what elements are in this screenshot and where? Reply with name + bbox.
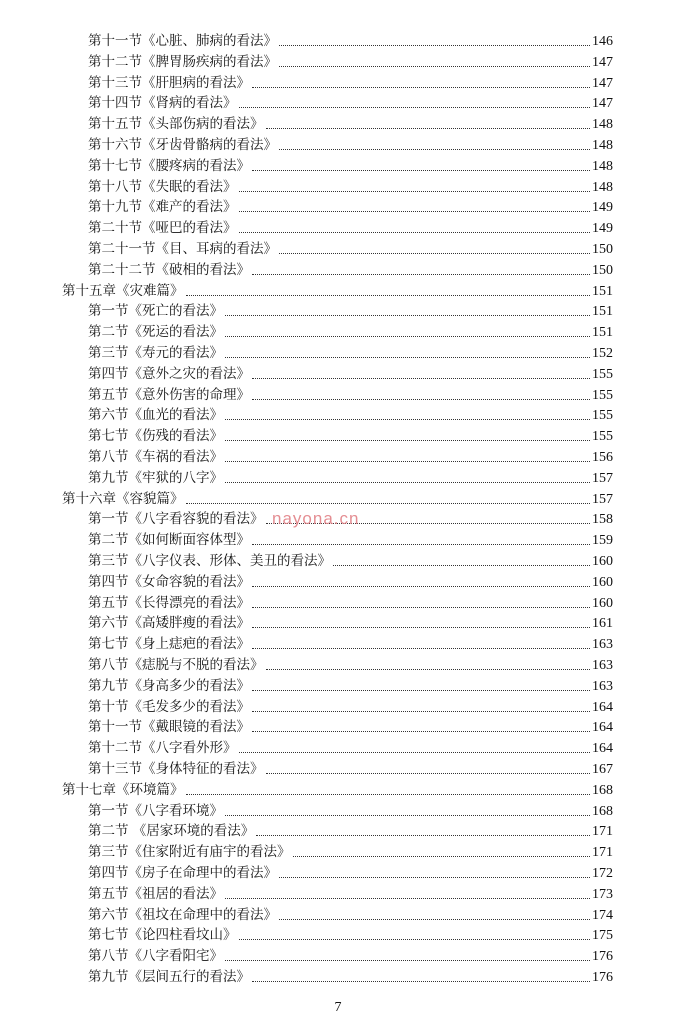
toc-entry-page: 147 [592, 54, 613, 70]
toc-dot-leader [239, 938, 591, 940]
toc-section-entry [88, 52, 613, 73]
toc-entry-title: 第二十一节《目、耳病的看法》 [88, 241, 277, 257]
toc-section-entry [88, 260, 613, 281]
toc-entry-title: 第二十节《哑巴的看法》 [88, 220, 237, 237]
toc-entry-page: 155 [592, 387, 613, 403]
toc-section-entry [88, 447, 613, 468]
toc-section-entry [88, 239, 613, 260]
toc-dot-leader [279, 65, 590, 67]
toc-entry-title: 第十八节《失眠的看法》 [88, 178, 237, 195]
toc-dot-leader [252, 606, 590, 608]
toc-entry-page: 148 [592, 158, 613, 174]
toc-entry-page: 164 [592, 720, 613, 736]
toc-dot-leader [266, 127, 591, 129]
toc-entry-page: 175 [592, 928, 613, 944]
toc-entry-title: 第六节《高矮胖瘦的看法》 [88, 615, 250, 632]
toc-dot-leader [252, 647, 590, 649]
toc-dot-leader [225, 897, 590, 899]
toc-entry-page: 151 [592, 304, 613, 320]
toc-dot-leader [252, 169, 590, 171]
toc-entry-page: 168 [592, 782, 613, 798]
toc-entry-title: 第十六节《牙齿骨骼病的看法》 [88, 137, 277, 153]
toc-dot-leader [252, 689, 590, 691]
toc-dot-leader [225, 460, 590, 462]
toc-section-entry [88, 114, 613, 135]
toc-entry-title: 第六节《血光的看法》 [88, 407, 223, 424]
toc-section-entry [88, 884, 613, 905]
toc-entry-title: 第九节《牢狱的八字》 [88, 469, 223, 486]
toc-section-entry [88, 676, 613, 697]
toc-entry-title: 第六节《祖坟在命理中的看法》 [88, 906, 277, 923]
toc-dot-leader [225, 439, 590, 441]
toc-dot-leader [239, 751, 591, 753]
toc-dot-leader [279, 876, 590, 878]
toc-entry-title: 第二节《死运的看法》 [88, 324, 223, 341]
toc-entry-title: 第十六章《容貌篇》 [62, 490, 184, 507]
toc-section-entry [88, 135, 613, 156]
page-number: 7 [334, 1000, 342, 1015]
toc-entry-title: 第十五节《头部伤病的看法》 [88, 116, 264, 133]
toc-section-entry [88, 468, 613, 489]
toc-dot-leader [225, 481, 590, 483]
toc-dot-leader [252, 398, 590, 400]
toc-dot-leader [252, 273, 590, 275]
toc-dot-leader [252, 980, 590, 982]
toc-entry-title: 第三节《住家附近有庙宇的看法》 [88, 844, 291, 861]
toc-section-entry [88, 322, 613, 343]
toc-entry-page: 171 [592, 824, 613, 840]
toc-section-entry [88, 530, 613, 551]
toc-entry-title: 第一节《死亡的看法》 [88, 303, 223, 320]
toc-entry-page: 171 [592, 845, 613, 861]
toc-entry-page: 163 [592, 678, 613, 694]
toc-section-entry [88, 946, 613, 967]
toc-dot-leader [266, 668, 591, 670]
toc-entry-page: 157 [592, 470, 613, 486]
toc-entry-page: 176 [592, 949, 613, 965]
toc-entry-page: 176 [592, 970, 613, 985]
toc-dot-leader [239, 231, 591, 233]
toc-entry-title: 第九节《身高多少的看法》 [88, 677, 250, 694]
toc-entry-title: 第五节《祖居的看法》 [88, 885, 223, 902]
toc-dot-leader [279, 918, 590, 920]
toc-section-entry [88, 717, 613, 738]
toc-entry-title: 第一节《八字看环境》 [88, 802, 223, 819]
toc-entry-title: 第二节 《居家环境的看法》 [88, 823, 255, 840]
toc-chapter-entry [62, 489, 613, 510]
toc-dot-leader [252, 543, 590, 545]
toc-entry-page: 147 [592, 96, 613, 112]
toc-entry-page: 150 [592, 262, 613, 278]
toc-section-entry [88, 364, 613, 385]
toc-entry-title: 第三节《八字仪表、形体、美丑的看法》 [88, 553, 331, 569]
toc-dot-leader [279, 148, 590, 150]
toc-dot-leader [239, 210, 591, 212]
toc-entry-page: 149 [592, 200, 613, 216]
toc-entry-page: 157 [592, 491, 613, 507]
toc-chapter-entry [62, 780, 613, 801]
toc-entry-page: 167 [592, 762, 613, 777]
toc-entry-page: 168 [592, 803, 613, 819]
toc-section-entry [88, 697, 613, 718]
toc-dot-leader [225, 335, 590, 337]
toc-section-entry [88, 925, 613, 946]
toc-entry-title: 第八节《八字看阳宅》 [88, 948, 223, 965]
toc-entry-title: 第十二节《八字看外形》 [88, 740, 237, 757]
toc-entry-page: 148 [592, 138, 613, 153]
toc-section-entry [88, 343, 613, 364]
toc-entry-page: 160 [592, 554, 613, 569]
toc-section-entry [88, 801, 613, 822]
toc-section-entry [88, 905, 613, 926]
toc-dot-leader [293, 855, 591, 857]
toc-entry-page: 164 [592, 699, 613, 715]
toc-entry-page: 151 [592, 325, 613, 341]
toc-entry-page: 164 [592, 741, 613, 757]
toc-entry-title: 第二节《如何断面容体型》 [88, 532, 250, 549]
toc-section-entry [88, 73, 613, 94]
toc-entry-page: 155 [592, 429, 613, 445]
toc-section-entry [88, 634, 613, 655]
toc-entry-page: 160 [592, 574, 613, 590]
toc-dot-leader [252, 585, 590, 587]
toc-dot-leader [225, 356, 590, 358]
toc-entry-page: 160 [592, 595, 613, 611]
toc-entry-title: 第七节《论四柱看坟山》 [88, 927, 237, 944]
toc-entry-title: 第十三节《肝胆病的看法》 [88, 74, 250, 91]
toc-dot-leader [252, 626, 590, 628]
toc-dot-leader [225, 418, 590, 420]
toc-section-entry [88, 301, 613, 322]
toc-entry-title: 第十一节《心脏、肺病的看法》 [88, 33, 277, 49]
toc-entry-title: 第十二节《脾胃肠疾病的看法》 [88, 53, 277, 70]
toc-entry-title: 第三节《寿元的看法》 [88, 345, 223, 361]
toc-entry-title: 第八节《车祸的看法》 [88, 449, 223, 465]
toc-dot-leader [256, 834, 590, 836]
toc-entry-title: 第十三节《身体特征的看法》 [88, 761, 264, 777]
toc-dot-leader [186, 502, 591, 504]
toc-entry-title: 第九节《层间五行的看法》 [88, 969, 250, 985]
toc-section-entry [88, 177, 613, 198]
toc-entry-title: 第十九节《难产的看法》 [88, 199, 237, 216]
toc-entry-page: 173 [592, 886, 613, 902]
toc-entry-page: 163 [592, 658, 613, 673]
toc-dot-leader [239, 106, 591, 108]
toc-dot-leader [186, 294, 591, 296]
toc-section-entry [88, 93, 613, 114]
toc-entry-page: 146 [592, 34, 613, 49]
toc-entry-title: 第一节《八字看容貌的看法》 [88, 511, 264, 528]
toc-entry-title: 第十七节《腰疼病的看法》 [88, 157, 250, 174]
toc-entry-title: 第二十二节《破相的看法》 [88, 261, 250, 278]
toc-section-entry [88, 197, 613, 218]
toc-entry-page: 163 [592, 637, 613, 653]
toc-entry-page: 156 [592, 450, 613, 465]
toc-dot-leader [239, 190, 591, 192]
toc-entry-title: 第十七章《环境篇》 [62, 781, 184, 798]
toc-section-entry [88, 551, 613, 572]
toc-section-entry [88, 156, 613, 177]
toc-dot-leader [279, 44, 590, 46]
toc-dot-leader [279, 252, 590, 254]
toc-dot-leader [225, 314, 590, 316]
toc-entry-title: 第五节《意外伤害的命理》 [88, 386, 250, 403]
toc-entry-title: 第十四节《肾病的看法》 [88, 95, 237, 112]
toc-section-entry [88, 31, 613, 52]
toc-section-entry [88, 738, 613, 759]
toc-entry-page: 158 [592, 512, 613, 528]
toc-dot-leader [186, 793, 591, 795]
toc-entry-page: 148 [592, 179, 613, 195]
toc-entry-title: 第四节《房子在命理中的看法》 [88, 865, 277, 881]
toc-entry-page: 149 [592, 221, 613, 237]
toc-dot-leader [225, 814, 590, 816]
toc-dot-leader [252, 377, 590, 379]
toc-entry-page: 155 [592, 408, 613, 424]
toc-dot-leader [333, 564, 590, 566]
toc-dot-leader [252, 710, 590, 712]
toc-section-entry [88, 842, 613, 863]
toc-section-entry [88, 593, 613, 614]
toc-chapter-entry [62, 281, 613, 302]
toc-dot-leader [266, 772, 591, 774]
toc-section-entry [88, 426, 613, 447]
toc-entry-title: 第十节《毛发多少的看法》 [88, 698, 250, 715]
toc-dot-leader [252, 86, 590, 88]
toc-entry-title: 第四节《女命容貌的看法》 [88, 573, 250, 590]
watermark-text: nayona.cn [272, 509, 360, 528]
toc-dot-leader [252, 730, 590, 732]
toc-entry-title: 第八节《痣脱与不脱的看法》 [88, 657, 264, 673]
toc-entry-title: 第五节《长得漂亮的看法》 [88, 594, 250, 611]
toc-section-entry [88, 821, 613, 842]
toc-section-entry [88, 405, 613, 426]
toc-entry-title: 第十五章《灾难篇》 [62, 282, 184, 299]
toc-entry-page: 159 [592, 533, 613, 549]
toc-section-entry [88, 759, 613, 780]
toc-section-entry [88, 385, 613, 406]
toc-entry-page: 150 [592, 242, 613, 257]
toc-entry-page: 172 [592, 866, 613, 881]
toc-section-entry [88, 572, 613, 593]
toc-section-entry [88, 613, 613, 634]
toc-section-entry [88, 967, 613, 988]
toc-entry-page: 151 [592, 283, 613, 299]
toc-entry-page: 148 [592, 117, 613, 133]
toc-section-entry [88, 863, 613, 884]
toc-entry-title: 第四节《意外之灾的看法》 [88, 365, 250, 382]
toc-entry-title: 第七节《伤残的看法》 [88, 428, 223, 445]
toc-dot-leader [225, 959, 590, 961]
toc-entry-title: 第十一节《戴眼镜的看法》 [88, 719, 250, 736]
toc-entry-page: 152 [592, 346, 613, 361]
toc-section-entry [88, 655, 613, 676]
toc-entry-page: 147 [592, 75, 613, 91]
toc-entry-page: 161 [592, 616, 613, 632]
toc-entry-title: 第七节《身上痣疤的看法》 [88, 636, 250, 653]
toc-entry-page: 155 [592, 366, 613, 382]
toc-entry-page: 174 [592, 907, 613, 923]
toc-section-entry [88, 218, 613, 239]
